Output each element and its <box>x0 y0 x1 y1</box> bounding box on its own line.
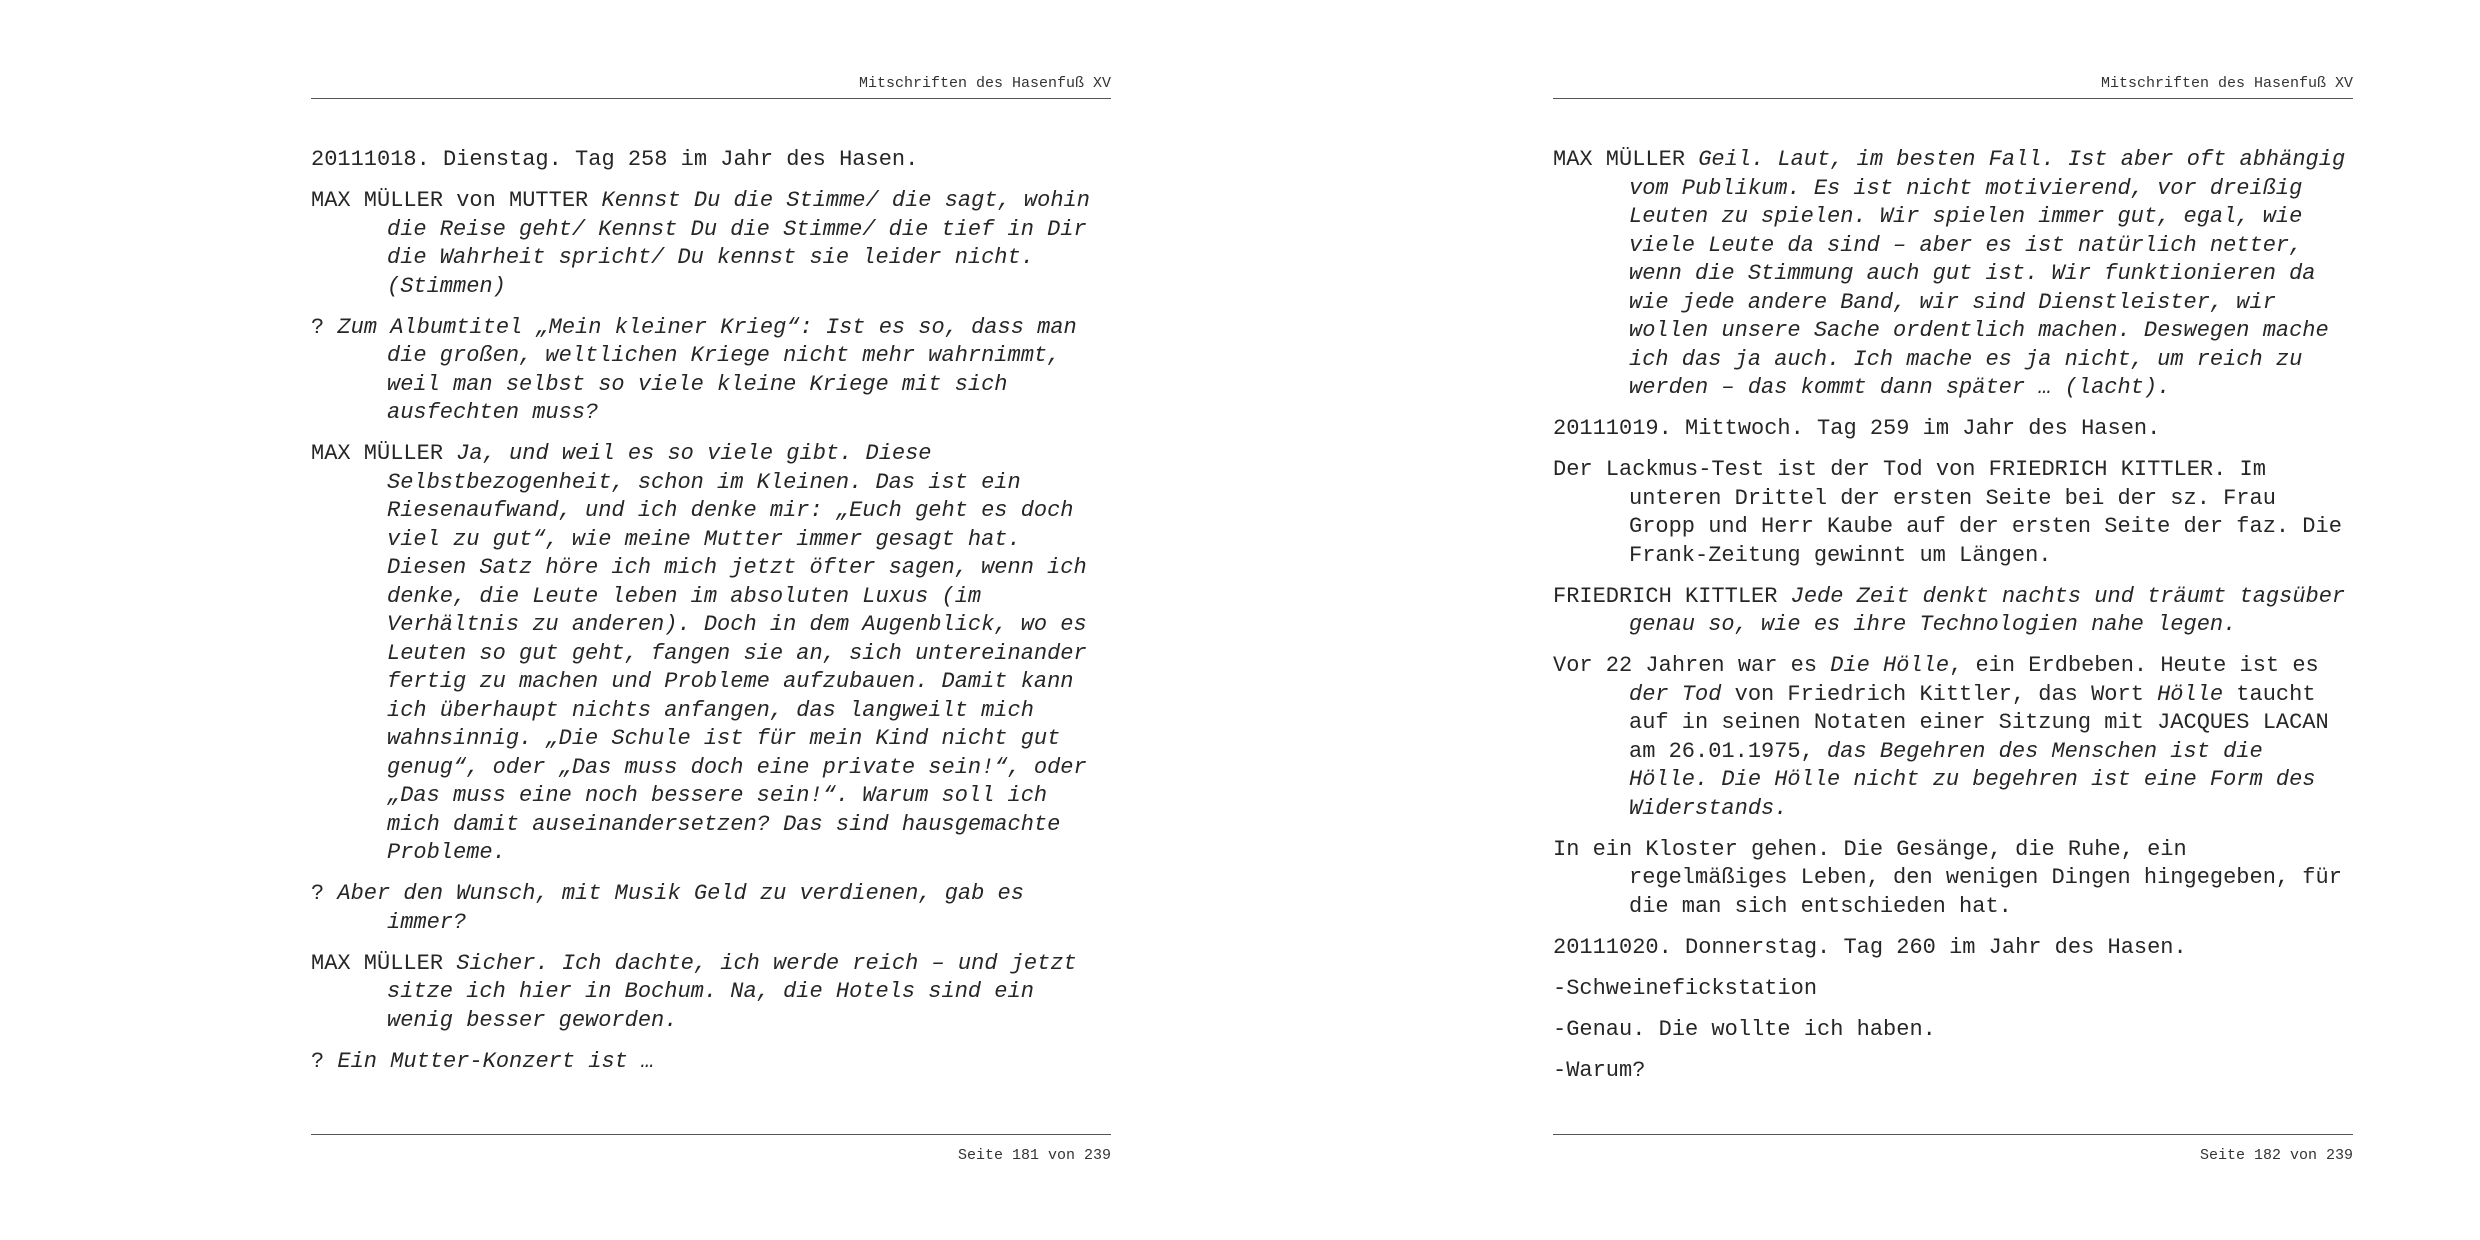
page-body <box>1553 146 2353 1098</box>
text-run: MAX MÜLLER <box>1553 147 1699 172</box>
footer-rule <box>1553 1134 2353 1135</box>
text-run: 20111020. Donnerstag. Tag 260 im Jahr des Hasen. <box>1553 934 2187 960</box>
text-run: MAX MÜLLER <box>311 441 457 466</box>
left-page <box>311 0 1111 1240</box>
italic-text-run: Aber den Wunsch, mit Musik Geld zu verdienen, gab es immer? <box>337 881 1024 935</box>
italic-text-run: Die Hölle <box>1830 653 1950 678</box>
text-run: 20111018. Dienstag. Tag 258 im Jahr des Hasen. <box>311 147 919 172</box>
text-paragraph <box>1553 836 2353 922</box>
italic-text-run: Ja, und weil es so viele gibt. Diese Selbstbezogenheit, schon im Kleinen. Das ist ein Riesenaufwand, und ich denke mir: „Euch geht es doch viel zu gut“, wie meine Mutter immer gesagt hat. Diesen Satz höre ich mich jetzt öfter sagen, wenn ich denke, die Leute leben im absoluten Luxus (im Verhältnis zu anderen). Doch in dem Augenblick, wo es Leuten so gut geht, fangen sie an, sich untereinander fertig zu machen und Probleme aufzubauen. Damit kann ich überhaupt nichts anfangen, das langweilt mich wahnsinnig. „Die Schule ist für mein Kind nicht gut genug“, oder „Das muss doch eine private sein!“, oder „Das muss eine noch bessere sein!“. Warum soll ich mich damit auseinandersetzen? Das sind hausgemachte Probleme. <box>387 441 1087 865</box>
italic-text-run: Zum Albumtitel „Mein kleiner Krieg“: Ist es so, dass man die großen, weltlichen Kriege nicht mehr wahrnimmt, weil man selbst so viele kleine Kriege mit sich ausfechten muss? <box>337 314 1077 425</box>
text-paragraph <box>311 1048 1111 1077</box>
italic-text-run: Kennst Du die Stimme/ die sagt, wohin die Reise geht/ Kennst Du die Stimme/ die tief in Dir die Wahrheit spricht/ Du kennst sie leider nicht. (Stimmen) <box>387 188 1090 299</box>
italic-text-run: Jede Zeit denkt nachts und träumt tagsüber genau so, wie es ihre Technologien nahe legen. <box>1629 583 2346 637</box>
italic-text-run: Geil. Laut, im besten Fall. Ist aber oft abhängig vom Publikum. Es ist nicht motivierend, vor dreißig Leuten zu spielen. Wir spielen immer gut, egal, wie viele Leute da sind – aber es ist natürlich netter, wenn die Stimmung auch gut ist. Wir funktionieren da wie jede andere Band, wir sind Dienstleister, wir wollen unsere Sache ordentlich machen. Deswegen mache ich das ja auch. Ich mache es ja nicht, um reich zu werden – das kommt dann später … (lacht). <box>1629 147 2346 400</box>
italic-text-run: Sicher. Ich dachte, ich werde reich – und jetzt sitze ich hier in Bochum. Na, die Hotels sind ein wenig besser geworden. <box>387 950 1077 1033</box>
text-paragraph <box>311 950 1111 1036</box>
text-run: 20111019. Mittwoch. Tag 259 im Jahr des Hasen. <box>1553 416 2161 441</box>
text-paragraph <box>1553 1016 2353 1045</box>
page-number: Seite 182 von 239 <box>2199 1147 2353 1164</box>
running-head: Mitschriften des Hasenfuß XV <box>2100 75 2353 92</box>
right-page <box>1553 0 2353 1240</box>
text-run: ? <box>311 1048 338 1074</box>
text-paragraph <box>1553 975 2353 1004</box>
text-paragraph <box>311 880 1111 937</box>
text-paragraph <box>1553 1057 2353 1086</box>
header-rule <box>311 98 1111 99</box>
footer-rule <box>311 1134 1111 1135</box>
text-run: Vor 22 Jahren war es <box>1553 653 1831 678</box>
text-run: MAX MÜLLER <box>311 950 457 976</box>
text-paragraph <box>311 440 1111 868</box>
text-run: taucht auf in seinen Notaten einer Sitzung mit JACQUES LACAN am 26.01.1975, <box>1629 681 2329 764</box>
page-body <box>311 146 1111 1089</box>
text-paragraph <box>1553 934 2353 963</box>
text-run: -Genau. Die wollte ich haben. <box>1553 1016 1936 1042</box>
text-paragraph <box>1553 583 2353 640</box>
text-paragraph <box>1553 652 2353 823</box>
text-paragraph <box>1553 146 2353 403</box>
italic-text-run: der Tod <box>1629 681 1722 707</box>
italic-text-run: Ein Mutter-Konzert ist … <box>337 1048 655 1074</box>
italic-text-run: das Begehren des Menschen ist die Hölle. Die Hölle nicht zu begehren ist eine Form des Widerstands. <box>1629 738 2316 821</box>
text-run: -Schweinefickstation <box>1553 975 1818 1001</box>
text-run: , ein Erdbeben. Heute ist es <box>1949 653 2319 678</box>
header-rule <box>1553 98 2353 99</box>
text-run: Der Lackmus-Test ist der Tod von FRIEDRICH KITTLER. Im unteren Drittel der ersten Seite bei der sz. Frau Gropp und Herr Kaube auf der ersten Seite der faz. Die Frank-Zeitung gewinnt um Längen. <box>1553 457 2342 568</box>
text-run: von Friedrich Kittler, das Wort <box>1721 681 2158 707</box>
text-run: FRIEDRICH KITTLER <box>1553 583 1791 609</box>
text-run: MAX MÜLLER von MUTTER <box>311 188 602 213</box>
text-paragraph <box>311 146 1111 175</box>
running-head: Mitschriften des Hasenfuß XV <box>858 75 1111 92</box>
text-paragraph <box>1553 456 2353 570</box>
text-paragraph <box>311 314 1111 428</box>
page-number: Seite 181 von 239 <box>957 1147 1111 1164</box>
text-run: -Warum? <box>1553 1057 1646 1083</box>
text-run: ? <box>311 881 338 906</box>
italic-text-run: Hölle <box>2157 681 2224 707</box>
text-run: In ein Kloster gehen. Die Gesänge, die Ruhe, ein regelmäßiges Leben, den wenigen Dingen hingegeben, für die man sich entschieden hat. <box>1553 836 2342 919</box>
text-paragraph <box>311 187 1111 301</box>
text-paragraph <box>1553 415 2353 444</box>
text-run: ? <box>311 314 338 340</box>
